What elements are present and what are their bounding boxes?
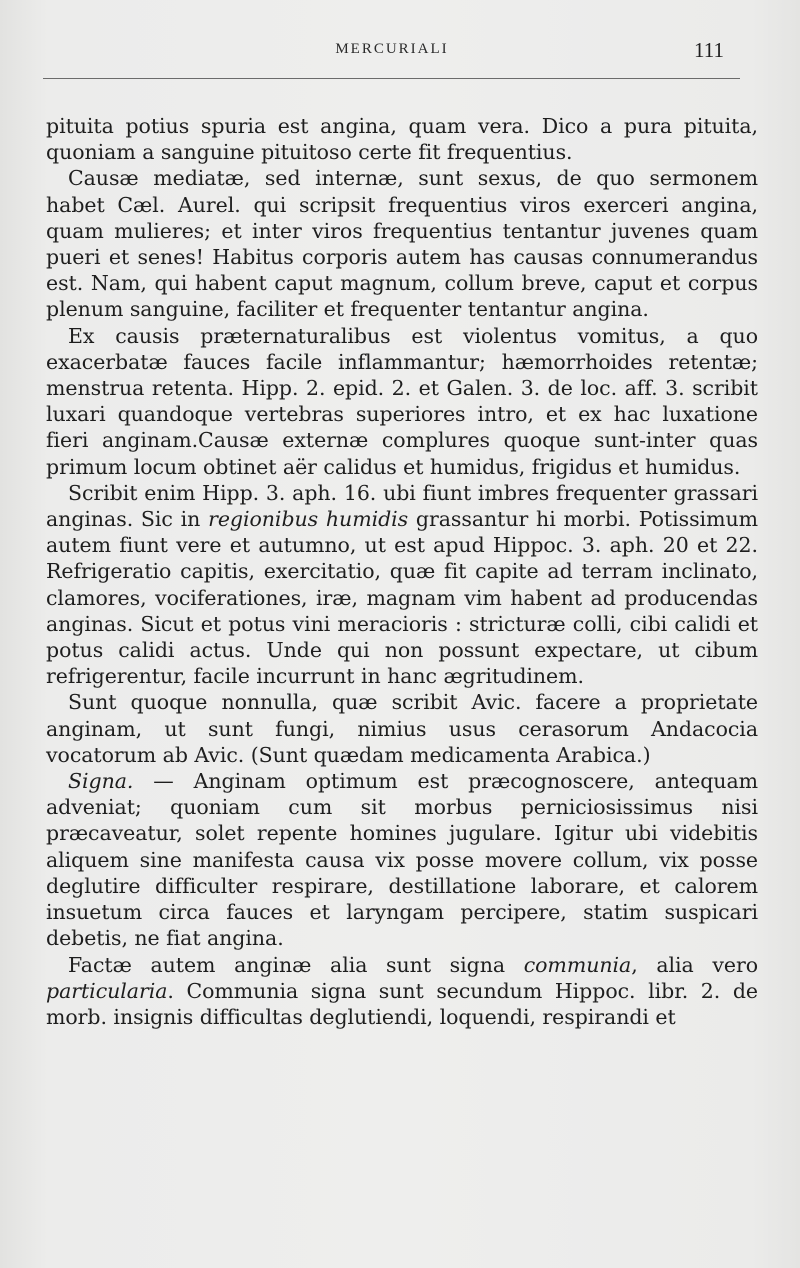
paragraph-4-text-b: grassantur hi morbi. Potissimum autem fiunt vere et autumno, ut est apud Hippoc. 3. aph. 20 et 22. Refrigeratio capitis, exercitatio, quæ fit capite ad terram inclinato, clamores, vociferationes, iræ, magnam vim habent ad producendas anginas. Sicut et potus vini meracioris : stricturæ colli, cibi calidi et potus calidi actus. Unde qui non possunt expectare, ut cibum refrigerentur, facile incurrunt in hanc ægritudinem. bbox=[46, 507, 758, 689]
paragraph-7-text-c: . Communia signa sunt secundum Hippoc. libr. 2. de morb. insignis difficultas deglutiendi, loquendi, respirandi et bbox=[46, 978, 758, 1029]
body-text bbox=[46, 113, 758, 1030]
paragraph-2: Causæ mediatæ, sed internæ, sunt sexus, de quo sermonem habet Cæl. Aurel. qui scripsit frequentius viros exerceri angina, quam mulieres; et inter viros frequentius tentantur juvenes quam pueri et senes! Habitus corporis autem has causas connumerandus est. Nam, qui habent caput magnum, collum breve, caput et corpus plenum sanguine, faciliter et frequenter tentantur angina. bbox=[46, 166, 758, 322]
paragraph-7-italic-communia: communia bbox=[523, 952, 632, 977]
paragraph-7-italic-particularia: particularia bbox=[46, 978, 168, 1003]
paragraph-5: Sunt quoque nonnulla, quæ scribit Avic. facere a proprietate anginam, ut sunt fungi, nimius usus cerasorum Andacocia vocatorum ab Avic. (Sunt quædam medicamenta Arabica.) bbox=[46, 690, 758, 767]
paragraph-4-text-a: Scribit enim Hipp. 3. aph. 16. ubi fiunt imbres frequenter grassari anginas. Sic in bbox=[46, 480, 758, 532]
running-head: MERCURIALI bbox=[335, 41, 449, 57]
page-number: 111 bbox=[694, 38, 724, 62]
paragraph-3: Ex causis præternaturalibus est violentus vomitus, a quo exacerbatæ fauces facile inflammantur; hæmorrhoides retentæ; menstrua retenta. Hipp. 2. epid. 2. et Galen. 3. de loc. aff. 3. scribit luxari quandoque vertebras superiores intro, et ex hac luxatione fieri anginam.Causæ externæ complures quoque sunt-inter quas primum locum obtinet aër calidus et humidus, frigidus et humidus. bbox=[46, 323, 758, 479]
paragraph-6 bbox=[46, 768, 758, 951]
paragraph-4 bbox=[46, 480, 758, 690]
paragraph-7 bbox=[46, 952, 758, 1031]
paragraph-4-italic: regionibus humidis bbox=[208, 507, 409, 532]
page-header bbox=[42, 38, 742, 62]
paragraph-6-text: — Anginam optimum est præcognoscere, antequam adveniat; quoniam cum sit morbus perniciosissimus nisi præcaveatur, solet repente homines jugulare. Igitur ubi videbitis aliquem sine manifesta causa vix posse movere collum, vix posse deglutire difficulter respirare, destillatione laborare, et calorem insuetum circa fauces et laryngam percipere, statim suspicari debetis, ne fiat angina. bbox=[46, 769, 758, 951]
header-rule bbox=[43, 78, 740, 79]
signa-heading: Signa. bbox=[68, 769, 134, 794]
paragraph-1: pituita potius spuria est angina, quam vera. Dico a pura pituita, quoniam a sanguine pituitoso certe fit frequentius. bbox=[46, 114, 758, 165]
paragraph-7-text-b: , alia vero bbox=[631, 952, 758, 977]
paragraph-7-text-a: Factæ autem anginæ alia sunt signa bbox=[68, 952, 524, 977]
